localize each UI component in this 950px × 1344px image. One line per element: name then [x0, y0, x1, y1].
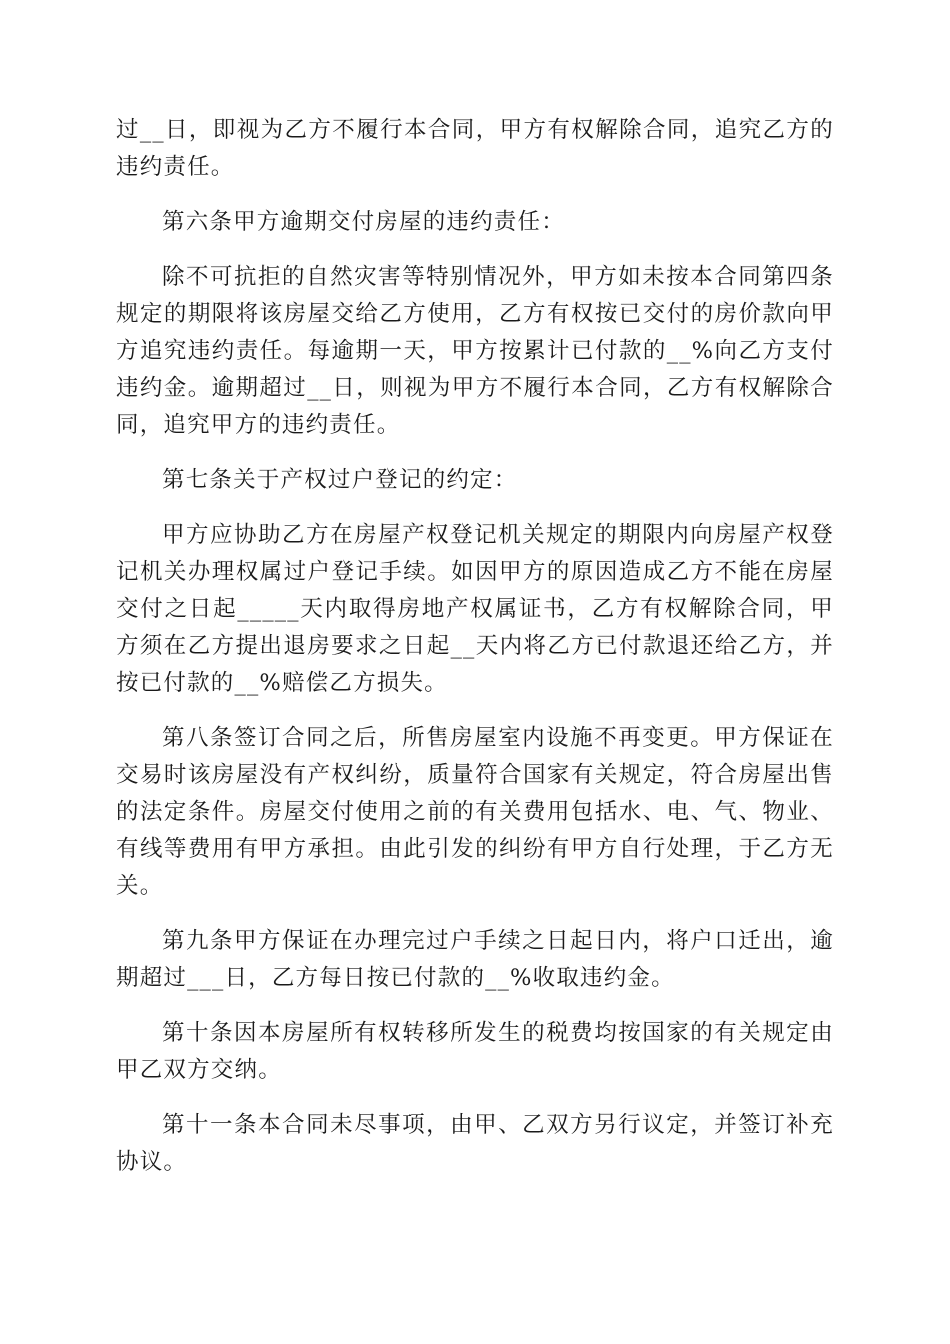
paragraph-article-8: 第八条签订合同之后，所售房屋室内设施不再变更。甲方保证在交易时该房屋没有产权纠纷，质量符合国家有关规定，符合房屋出售的法定条件。房屋交付使用之前的有关费用包括水、电、气、物业、有线等费用有甲方承担。由此引发的纠纷有甲方自行处理，于乙方无关。 [116, 725, 834, 899]
paragraph-continuation: 过__日，即视为乙方不履行本合同，甲方有权解除合同，追究乙方的违约责任。 [116, 117, 834, 180]
paragraph-article-6-heading: 第六条甲方逾期交付房屋的违约责任： [162, 209, 565, 235]
paragraph-article-10: 第十条因本房屋所有权转移所发生的税费均按国家的有关规定由甲乙双方交纳。 [116, 1020, 834, 1083]
document-body [116, 112, 834, 1199]
paragraph-article-6-body: 除不可抗拒的自然灾害等特别情况外，甲方如未按本合同第四条规定的期限将该房屋交给乙方使用，乙方有权按已交付的房价款向甲方追究违约责任。每逾期一天，甲方按累计已付款的__%向乙方支付违约金。逾期超过__日，则视为甲方不履行本合同，乙方有权解除合同，追究甲方的违约责任。 [116, 264, 834, 438]
paragraph-article-7-heading: 第七条关于产权过户登记的约定： [162, 467, 518, 493]
paragraph-article-11: 第十一条本合同未尽事项，由甲、乙双方另行议定，并签订补充协议。 [116, 1112, 834, 1175]
paragraph-article-7-body: 甲方应协助乙方在房屋产权登记机关规定的期限内向房屋产权登记机关办理权属过户登记手续。如因甲方的原因造成乙方不能在房屋交付之日起_____天内取得房地产权属证书，乙方有权解除合同，甲方须在乙方提出退房要求之日起__天内将乙方已付款退还给乙方，并按已付款的__%赔偿乙方损失。 [116, 522, 834, 696]
paragraph-article-9: 第九条甲方保证在办理完过户手续之日起日内，将户口迁出，逾期超过___日，乙方每日按已付款的__%收取违约金。 [116, 928, 834, 991]
